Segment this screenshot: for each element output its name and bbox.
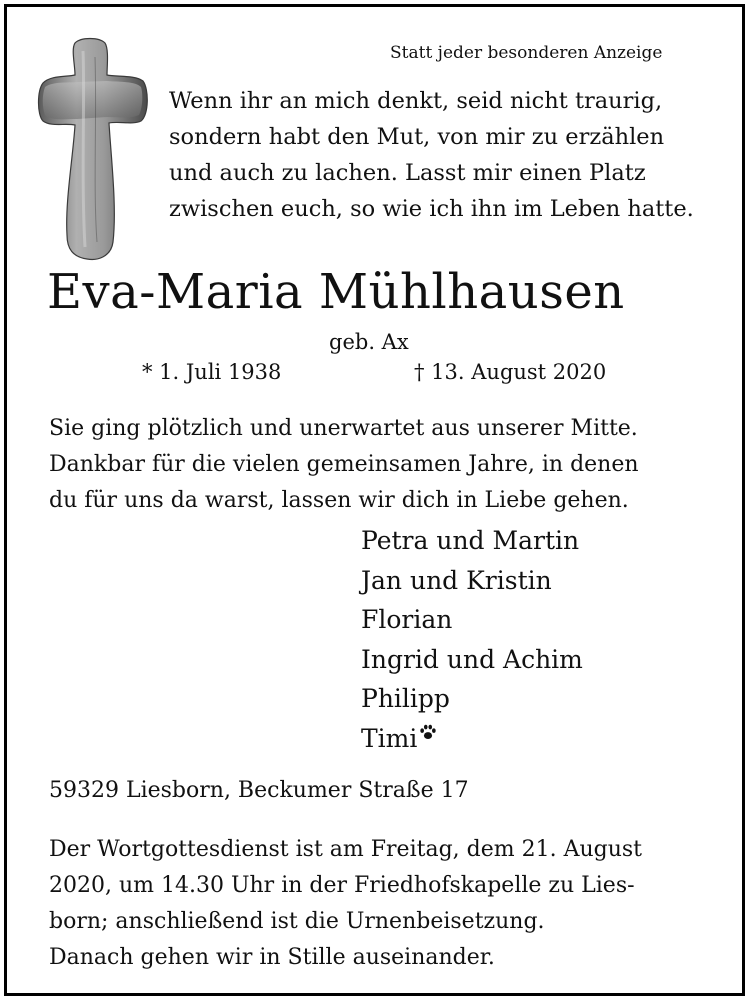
wooden-cross-icon xyxy=(37,37,149,262)
header-note: Statt jeder besonderen Anzeige xyxy=(390,43,663,63)
paw-icon xyxy=(419,723,437,741)
service-line: 2020, um 14.30 Uhr in der Friedhofskapelle zu Lies- xyxy=(49,873,635,898)
mourner: Timi xyxy=(361,723,418,753)
address: 59329 Liesborn, Beckumer Straße 17 xyxy=(49,778,469,803)
farewell-text xyxy=(49,411,639,519)
poem-line: zwischen euch, so wie ich ihn im Leben hatte. xyxy=(169,196,694,222)
deceased-name: Eva-Maria Mühlhausen xyxy=(47,264,625,320)
service-line: born; anschließend ist die Urnenbeisetzung. xyxy=(49,909,545,934)
farewell-line: Sie ging plötzlich und unerwartet aus unserer Mitte. xyxy=(49,416,638,441)
death-date: † 13. August 2020 xyxy=(414,360,607,384)
birth-date: * 1. Juli 1938 xyxy=(142,360,282,384)
poem-line: und auch zu lachen. Lasst mir einen Platz xyxy=(169,160,646,186)
farewell-line: Dankbar für die vielen gemeinsamen Jahre, in denen xyxy=(49,452,639,477)
mourner: Petra und Martin xyxy=(361,526,580,555)
service-line: Der Wortgottesdienst ist am Freitag, dem 21. August xyxy=(49,837,643,862)
poem-line: Wenn ihr an mich denkt, seid nicht traurig, xyxy=(169,88,663,114)
mourner: Philipp xyxy=(361,684,450,713)
mourners-list xyxy=(361,521,583,758)
poem xyxy=(169,83,694,227)
mourner: Florian xyxy=(361,605,453,634)
mourner-with-pet xyxy=(361,719,583,759)
poem-line: sondern habt den Mut, von mir zu erzählen xyxy=(169,124,665,150)
maiden-name: geb. Ax xyxy=(329,330,409,354)
obituary-notice xyxy=(4,4,745,996)
mourner: Ingrid und Achim xyxy=(361,644,583,674)
service-line: Danach gehen wir in Stille auseinander. xyxy=(49,945,495,970)
service-info xyxy=(49,832,642,976)
farewell-line: du für uns da warst, lassen wir dich in Liebe gehen. xyxy=(49,488,629,513)
mourner: Jan und Kristin xyxy=(361,565,552,595)
